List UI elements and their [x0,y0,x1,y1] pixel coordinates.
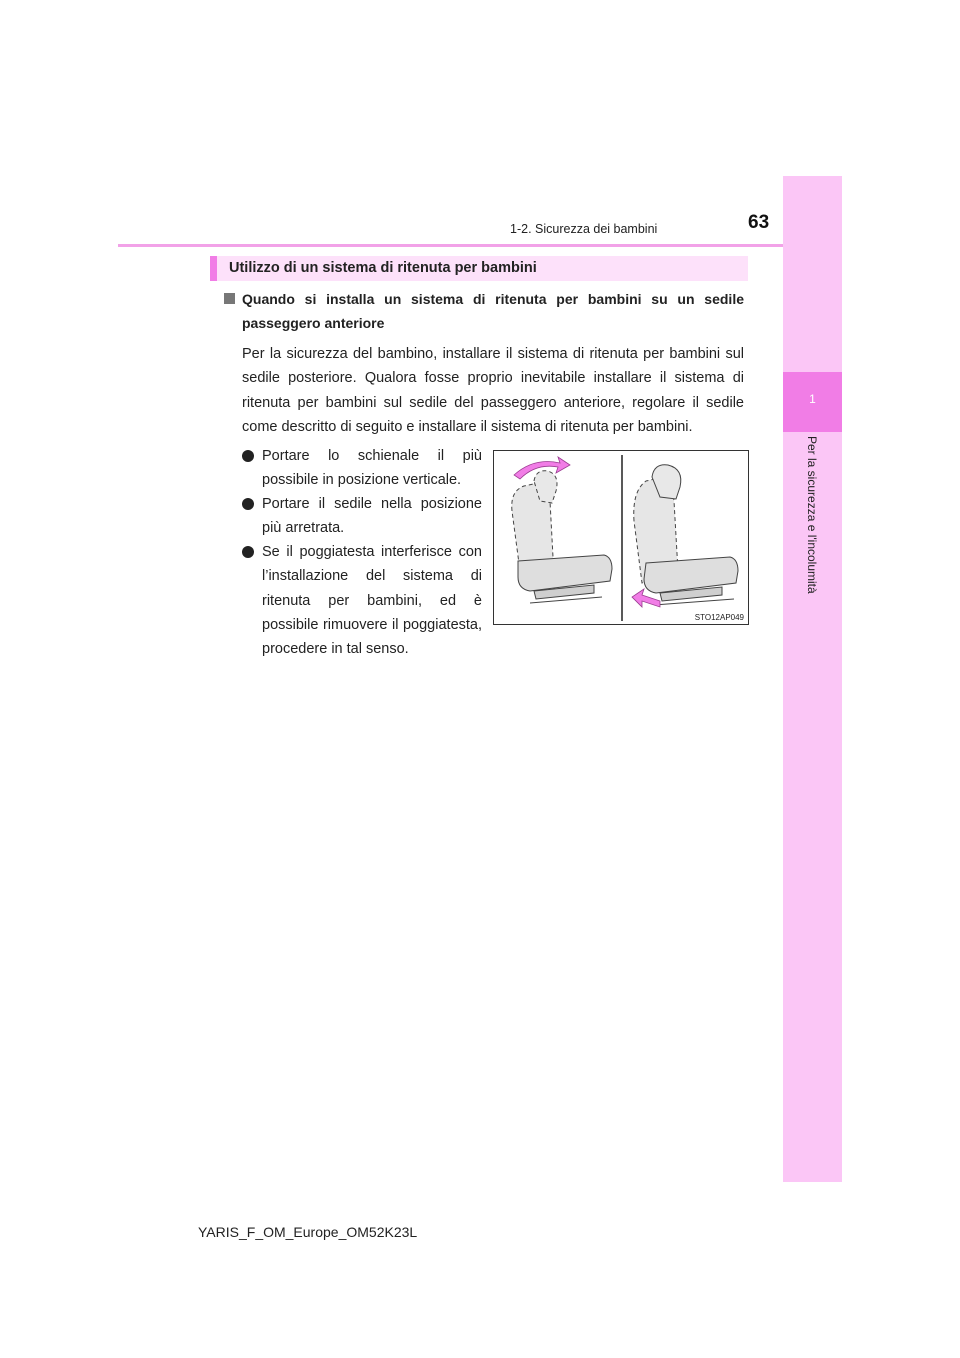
figure-code: STO12AP049 [694,613,744,622]
section-title: 1-2. Sicurezza dei bambini [510,222,658,236]
section-box-title [210,256,748,281]
section-box-title-text: Utilizzo di un sistema di ritenuta per bambini [229,260,537,276]
chapter-title: Per la sicurezza e l'incolumità [805,436,819,594]
footer-document-id: YARIS_F_OM_Europe_OM52K23L [198,1224,418,1240]
header-rule [118,244,840,247]
bullet-item [242,540,482,661]
chapter-number: 1 [809,392,816,406]
bullet-item [242,492,482,541]
bullet-dot [242,546,254,558]
bullet-text: Portare lo schienale il più possibile in posizione verticale. [262,448,482,489]
right-seat-icon [634,465,738,605]
bullet-text: Se il poggiatesta interferisce con l’installazione del sistema di ritenuta per bambini, ed è possibile rimuovere il poggiatesta, procedere in tal senso. [262,544,482,658]
sub-heading: Quando si installa un sistema di ritenuta per bambini su un sedile passeggero anteriore [242,291,744,331]
bullet-item [242,444,482,493]
bullet-dot [242,450,254,462]
bullet-text: Portare il sedile nella posizione più arretrata. [262,496,482,537]
body-paragraph: Per la sicurezza del bambino, installare il sistema di ritenuta per bambini sul sedile posteriore. Qualora fosse proprio inevitabile installare il sistema di ritenuta per bambini sul sedile del passeggero anteriore, regolare il sedile come descritto di seguito e installare il sistema di ritenuta per bambini. [242,346,744,435]
seat-illustration [494,451,750,626]
bullet-dot [242,498,254,510]
seat-adjustment-figure [493,450,749,625]
sub-heading-marker [224,293,235,304]
page-number: 63 [748,212,770,233]
left-seat-icon [512,471,612,603]
